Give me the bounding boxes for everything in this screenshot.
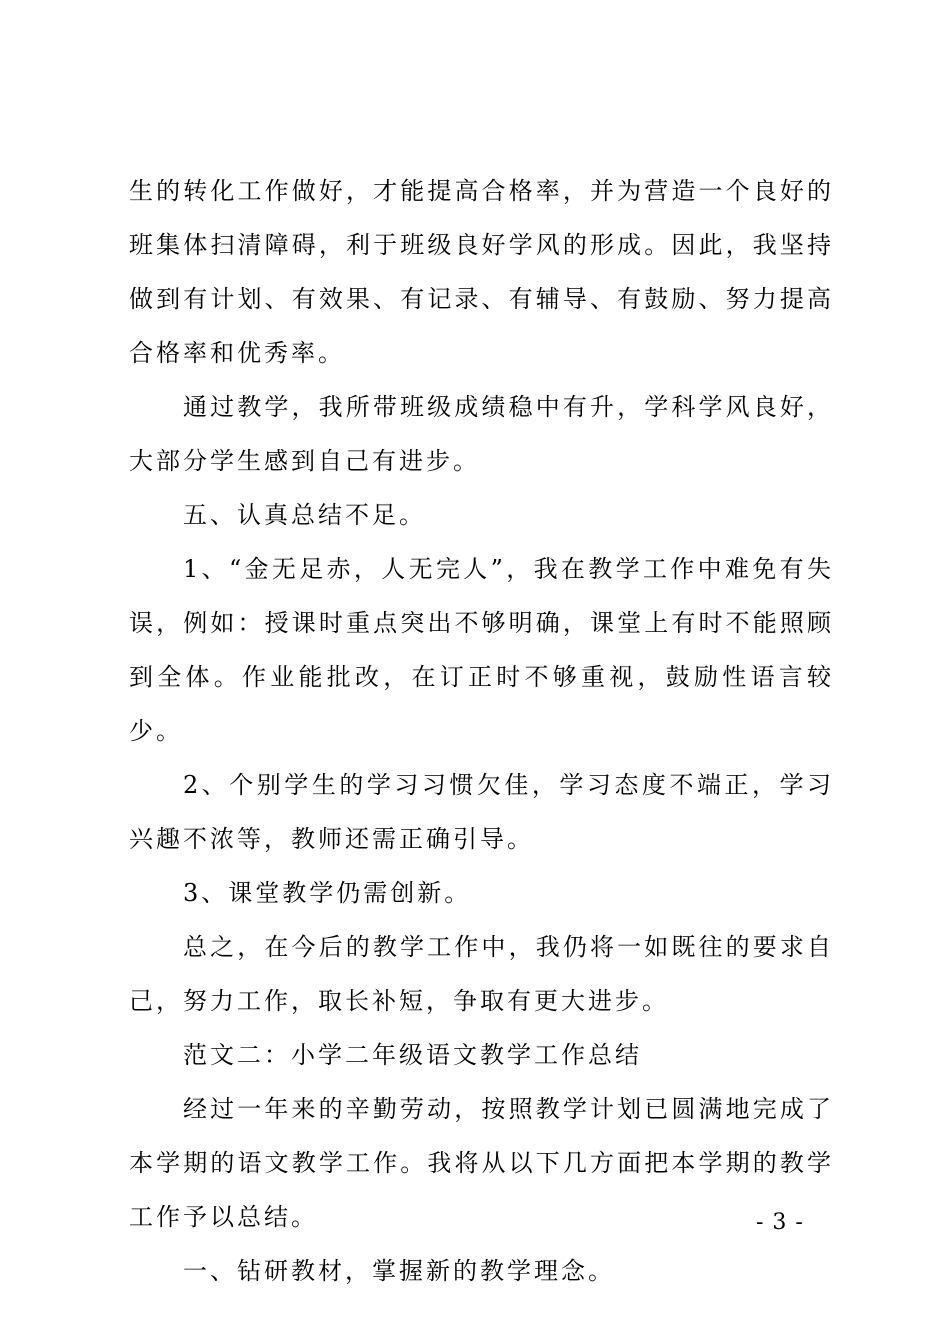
section-heading: 五、认真总结不足。 [183, 501, 426, 529]
paragraph: 总之，在今后的教学工作中，我仍将一如既往的要求自己，努力工作，取长补短，争取有更大进步。 [129, 933, 834, 1015]
paragraph: 1、“金无足赤，人无完人”，我在教学工作中难免有失误，例如：授课时重点突出不够明确，课堂上有时不能照顾到全体。作业能批改，在订正时不够重视，鼓励性语言较少。 [129, 555, 834, 745]
paragraph: 通过教学，我所带班级成绩稳中有升，学科学风良好，大部分学生感到自己有进步。 [129, 393, 834, 475]
document-body [129, 164, 834, 1298]
paragraph: 经过一年来的辛勤劳动，按照教学计划已圆满地完成了本学期的语文教学工作。我将从以下几方面把本学期的教学工作予以总结。 [129, 1095, 834, 1231]
paragraph: 2、个别学生的学习习惯欠佳，学习态度不端正，学习兴趣不浓等，教师还需正确引导。 [129, 771, 834, 853]
section-heading: 一、钻研教材，掌握新的教学理念。 [183, 1257, 615, 1285]
article-title: 范文二：小学二年级语文教学工作总结 [183, 1041, 642, 1069]
paragraph: 生的转化工作做好，才能提高合格率，并为营造一个良好的班集体扫清障碍，利于班级良好学风的形成。因此，我坚持做到有计划、有效果、有记录、有辅导、有鼓励、努力提高合格率和优秀率。 [129, 177, 834, 367]
page-number: - 3 - [756, 1210, 804, 1235]
paragraph: 3、课堂教学仍需创新。 [183, 879, 472, 907]
